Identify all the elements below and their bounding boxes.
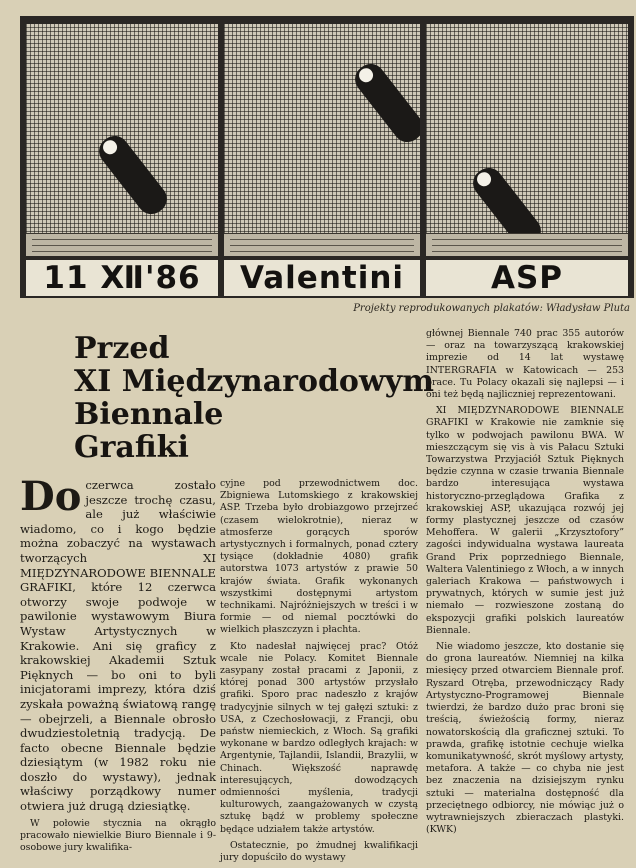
- headline-line: Biennale: [74, 397, 224, 432]
- paragraph-text: czerwca zostało jeszcze trochę czasu, ale już właściwie wiadomo, co i kogo będzie można zobaczyć na wystawach tworzących XI MIĘDZYNARODOWE BIENNALE GRAFIKI, które 12 czerwca otworzy swoje podwoje w pawilonie wystawowym Biura Wystaw Artystycznych w Krakowie. Ani się graficy z krakowskiej Akademii Sztuk Pięknych — bo oni to byli inicjatorami imprezy, która dziś zyskała poważną światową rangę — obejrzeli, a Biennale obrosło dwudziestoletnią tradycją. De facto obecne Biennale będzie dziesiątym (w 1982 roku nie doszło do wystawy), jednak właściwy porządkowy numer otwiera już drugą dziesiątkę.: [20, 478, 216, 814]
- headline-line: XI Międzynarodowym: [74, 364, 434, 399]
- poster-label-valentini: Valentini: [224, 260, 420, 296]
- headline-line: Przed: [74, 331, 170, 366]
- poster-image-1: [26, 24, 218, 256]
- article-paragraph: W połowie stycznia na okrągło pracowało niewielkie Biuro Biennale i 9-osobowe jury kwalifika-: [20, 817, 216, 854]
- article-paragraph: cyjne pod przewodnictwem doc. Zbigniewa Lutomskiego z krakowskiej ASP. Trzeba było drobiazgowo przejrzeć (czasem wielokrotnie), nieraz w atmosferze gorących sporów artystycznych i formalnych, ponad cztery tysiące (dokładnie 4080) grafik autorstwa 1073 artystów z prawie 50 krajów świata. Grafik wykonanych wszystkimi dostępnymi artystom technikami. Najróżniejszych w treści i w formie — od niemal pocztówki do wielkich płaszczyzn i płachta.: [220, 478, 418, 636]
- article-paragraph: Ostatecznie, po żmudnej kwalifikacji jury dopuściło do wystawy: [220, 839, 418, 864]
- article-paragraph: głównej Biennale 740 prac 355 autorów — oraz na towarzyszącą krakowskiej imprezie od 14 lat wystawę INTERGRAFIA w Katowicach — 253 prace. Tu Polacy okazali się najlepsi — i oni też będą najliczniej reprezentowani.: [426, 328, 624, 401]
- drop-cap: Do: [20, 473, 82, 520]
- poster-label-date: 11 Ⅻ'86: [26, 260, 218, 296]
- poster-strip: [20, 16, 634, 298]
- article-column-1: [20, 473, 216, 858]
- poster-image-2: [224, 24, 420, 256]
- article-paragraph: Kto nadesłał najwięcej prac? Otóż wcale nie Polacy. Komitet Biennale zasypany został pracami z Japonii, z której ponad 300 artystów przysłało grafiki. Sporo prac nadeszło z krajów tradycyjnie silnych w tej gałęzi sztuki: z USA, z Czechosłowacji, z Francji, obu państw niemieckich, z Włoch. Są grafiki wykonane w bardzo odległych krajach: w Argentynie, Tajlandii, Islandii, Brazylii, w Chinach. Większość naprawdę interesujących, dowodzących odmienności myślenia, tradycji kulturowych, zaangażowanych w czystą sztukę bądź w problemy społeczne będące udziałem także artystów.: [220, 640, 418, 835]
- article-paragraph: [20, 473, 216, 814]
- brush-icon: [93, 130, 172, 219]
- poster-label-asp: ASP: [426, 260, 628, 296]
- article-headline: [74, 331, 434, 465]
- brush-icon: [349, 58, 420, 147]
- article-paragraph: Nie wiadomo jeszcze, kto dostanie się do grona laureatów. Niemniej na kilka miesięcy przed otwarciem Biennale prof. Ryszard Otręba, przewodniczący Rady Artystyczno-Programowej Biennale twierdzi, że bardzo dużo prac broni się treścią, świeżością formy, nieraz nowatorskością dla graficznej sztuki. To prawda, grafikę istotnie cechuje wielka komunikatywność, skrót myślowy artysty, metafora. A także — co chyba nie jest bez znaczenia na dzisiejszym rynku sztuki — materialna dostępność dla przeciętnego odbiorcy, nie mówiąc już o wytrawniejszych zbieraczach plastyki. (KWK): [426, 641, 624, 836]
- article-column-3: [426, 328, 624, 840]
- poster-image-3: [426, 24, 628, 256]
- article-column-2: [220, 478, 418, 868]
- photo-caption: Projekty reprodukowanych plakatów: Władysław Pluta: [353, 303, 630, 314]
- article-paragraph: XI MIĘDZYNARODOWE BIENNALE GRAFIKI w Krakowie nie zamknie się tylko w podwojach pawilonu BWA. W mieszczącym się vis à vis Pałacu Sztuki Towarzystwa Przyjaciół Sztuk Pięknych będzie czynna w czasie trwania Biennale bardzo interesująca wystawa historyczno-przeglądowa Grafika z krakowskiej ASP, ukazująca rozwój jej formy plastycznej jeszcze od czasów Mehoffera. W galerii „Krzysztofory” zagości indywidualna wystawa laureata Grand Prix poprzedniego Biennale, Waltera Valentiniego z Włoch, a w innych galeriach Krakowa — państwowych i prywatnych, których w sumie jest już niemało — rozwieszone zostaną do ekspozycji grafiki polskich laureatów Biennale.: [426, 405, 624, 636]
- headline-line: Grafiki: [74, 430, 189, 465]
